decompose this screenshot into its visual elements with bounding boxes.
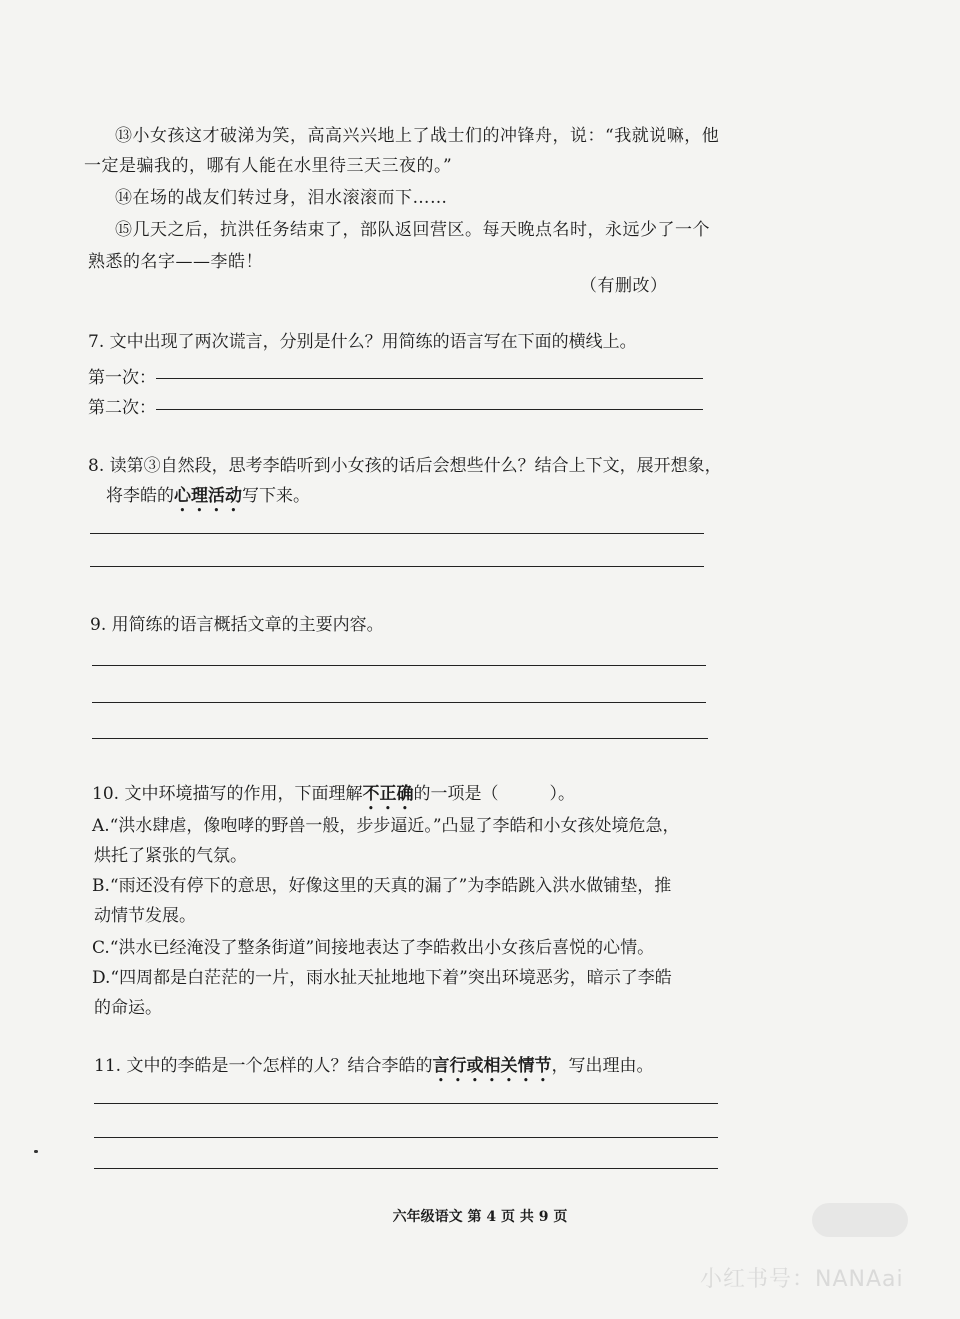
answer-line-11-2[interactable] bbox=[94, 1137, 718, 1138]
question-10-post: 的一项是（ ）。 bbox=[413, 784, 575, 804]
watermark-button bbox=[812, 1203, 908, 1237]
passage-para-15-line1: ⑮几天之后，抗洪任务结束了，部队返回营区。每天晚点名时，永远少了一个 bbox=[115, 220, 710, 240]
option-d-line1[interactable]: D.“四周都是白茫茫的一片，雨水扯天扯地地下着”突出环境恶劣，暗示了李皓 bbox=[92, 968, 672, 988]
option-b-line1[interactable]: B.“雨还没有停下的意思，好像这里的天真的漏了”为李皓跳入洪水做铺垫，推 bbox=[92, 876, 672, 896]
question-11 bbox=[94, 1054, 653, 1086]
question-8-line2-pre: 将李皓的 bbox=[106, 486, 174, 506]
answer-line-11-3[interactable] bbox=[94, 1168, 718, 1169]
watermark-text: 小红书号：NANAai bbox=[700, 1267, 904, 1292]
question-11-post: ，写出理由。 bbox=[551, 1056, 654, 1076]
question-11-pre: 11. 文中的李皓是一个怎样的人？结合李皓的 bbox=[94, 1056, 433, 1076]
passage-para-14: ⑭在场的战友们转过身，泪水滚滚而下…… bbox=[115, 188, 448, 208]
question-8-emphasis: 心理活动 bbox=[174, 486, 242, 506]
question-8-line1: 8. 读第③自然段，思考李皓听到小女孩的话后会想些什么？结合上下文，展开想象， bbox=[88, 456, 722, 476]
answer-line-7-second[interactable] bbox=[156, 409, 703, 410]
question-11-emphasis: 言行或相关情节 bbox=[432, 1056, 552, 1076]
question-7-first-label: 第一次： bbox=[88, 368, 156, 388]
question-10-pre: 10. 文中环境描写的作用，下面理解 bbox=[92, 784, 363, 804]
option-c-line1[interactable]: C.“洪水已经淹没了整条街道”间接地表达了李皓救出小女孩后喜悦的心情。 bbox=[92, 938, 655, 958]
passage-para-13-line1: ⑬小女孩这才破涕为笑，高高兴兴地上了战士们的冲锋舟，说：“我就说嘛，他 bbox=[115, 126, 720, 146]
scan-speck bbox=[34, 1150, 38, 1153]
answer-line-8-2[interactable] bbox=[90, 566, 704, 567]
question-7-second-label: 第二次： bbox=[88, 398, 156, 418]
question-9: 9. 用简练的语言概括文章的主要内容。 bbox=[90, 615, 384, 635]
answer-line-7-first[interactable] bbox=[156, 378, 703, 379]
option-b-line2: 动情节发展。 bbox=[94, 906, 196, 926]
passage-para-13-line2: 一定是骗我的，哪有人能在水里待三天三夜的。” bbox=[84, 156, 453, 176]
passage-note: （有删改） bbox=[580, 276, 668, 296]
answer-line-8-1[interactable] bbox=[90, 533, 704, 534]
page-footer: 六年级语文 第 4 页 共 9 页 bbox=[392, 1209, 568, 1225]
option-d-line2: 的命运。 bbox=[94, 998, 162, 1018]
question-8-line2-post: 写下来。 bbox=[242, 486, 310, 506]
answer-line-9-1[interactable] bbox=[92, 665, 706, 666]
question-10 bbox=[92, 782, 575, 814]
question-7: 7. 文中出现了两次谎言，分别是什么？用简练的语言写在下面的横线上。 bbox=[88, 332, 637, 352]
question-10-emphasis: 不正确 bbox=[362, 784, 414, 804]
answer-line-9-3[interactable] bbox=[92, 738, 708, 739]
question-8-line2 bbox=[106, 484, 310, 516]
option-a-line2: 烘托了紧张的气氛。 bbox=[94, 846, 247, 866]
answer-line-9-2[interactable] bbox=[92, 702, 706, 703]
option-a-line1[interactable]: A.“洪水肆虐，像咆哮的野兽一般，步步逼近。”凸显了李皓和小女孩处境危急， bbox=[92, 816, 680, 836]
answer-line-11-1[interactable] bbox=[94, 1103, 718, 1104]
passage-para-15-line2: 熟悉的名字——李皓！ bbox=[88, 252, 263, 272]
